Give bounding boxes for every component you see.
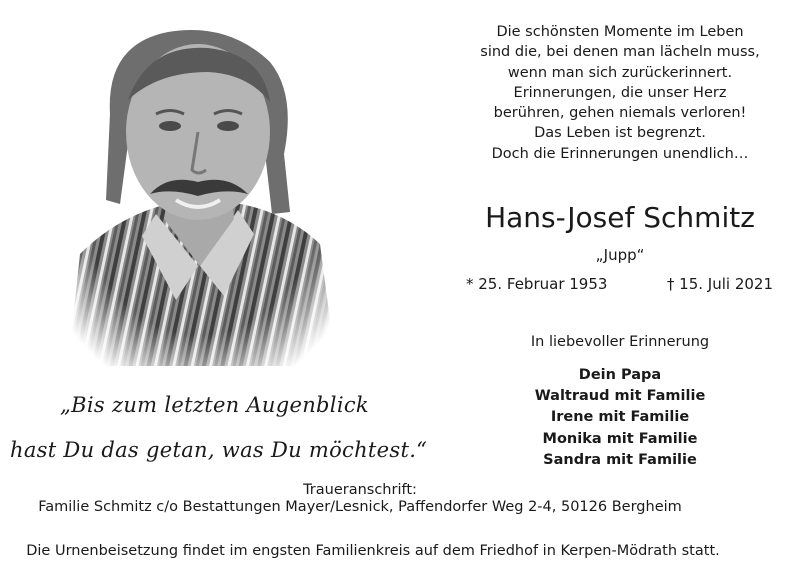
memory-heading: In liebevoller Erinnerung [530,334,710,350]
birth-date: * 25. Februar 1953 [466,275,608,293]
mourners-list [452,365,788,471]
portrait-photo [58,4,342,366]
mourner-name: Sandra mit Familie [543,451,697,468]
poem-line: Das Leben ist begrenzt. [534,125,706,142]
portrait-icon [58,4,342,366]
death-date: † 15. Juli 2021 [666,275,773,293]
mourner-name: Waltraud mit Familie [534,388,706,405]
deceased-nickname: „Jupp“ [595,246,645,264]
quote-line-1: „Bis zum letzten Augenblick [60,393,369,417]
quote-line-2: hast Du das getan, was Du möchtest.“ [10,438,428,462]
burial-note: Die Urnenbeisetzung findet im engsten Familienkreis auf dem Friedhof in Kerpen-Mödrath statt. [26,543,720,559]
address-label: Traueranschrift: [303,482,417,498]
poem-line: Doch die Erinnerungen unendlich… [491,145,749,162]
deceased-name: Hans-Josef Schmitz [485,201,755,234]
mourner-name: Dein Papa [578,367,662,383]
mourner-name: Monika mit Familie [542,430,698,447]
address-text: Familie Schmitz c/o Bestattungen Mayer/Lesnick, Paffendorfer Weg 2-4, 50126 Bergheim [38,499,682,515]
poem-line: Die schönsten Momente im Leben [496,24,744,40]
mourner-name: Irene mit Familie [550,409,690,426]
poem-line: berühren, gehen niemals verloren! [493,105,747,122]
poem-line: wenn man sich zurückerinnert. [507,64,733,81]
poem-line: sind die, bei denen man lächeln muss, [480,44,760,61]
poem-line: Erinnerungen, die unser Herz [513,84,727,101]
poem [452,22,788,164]
